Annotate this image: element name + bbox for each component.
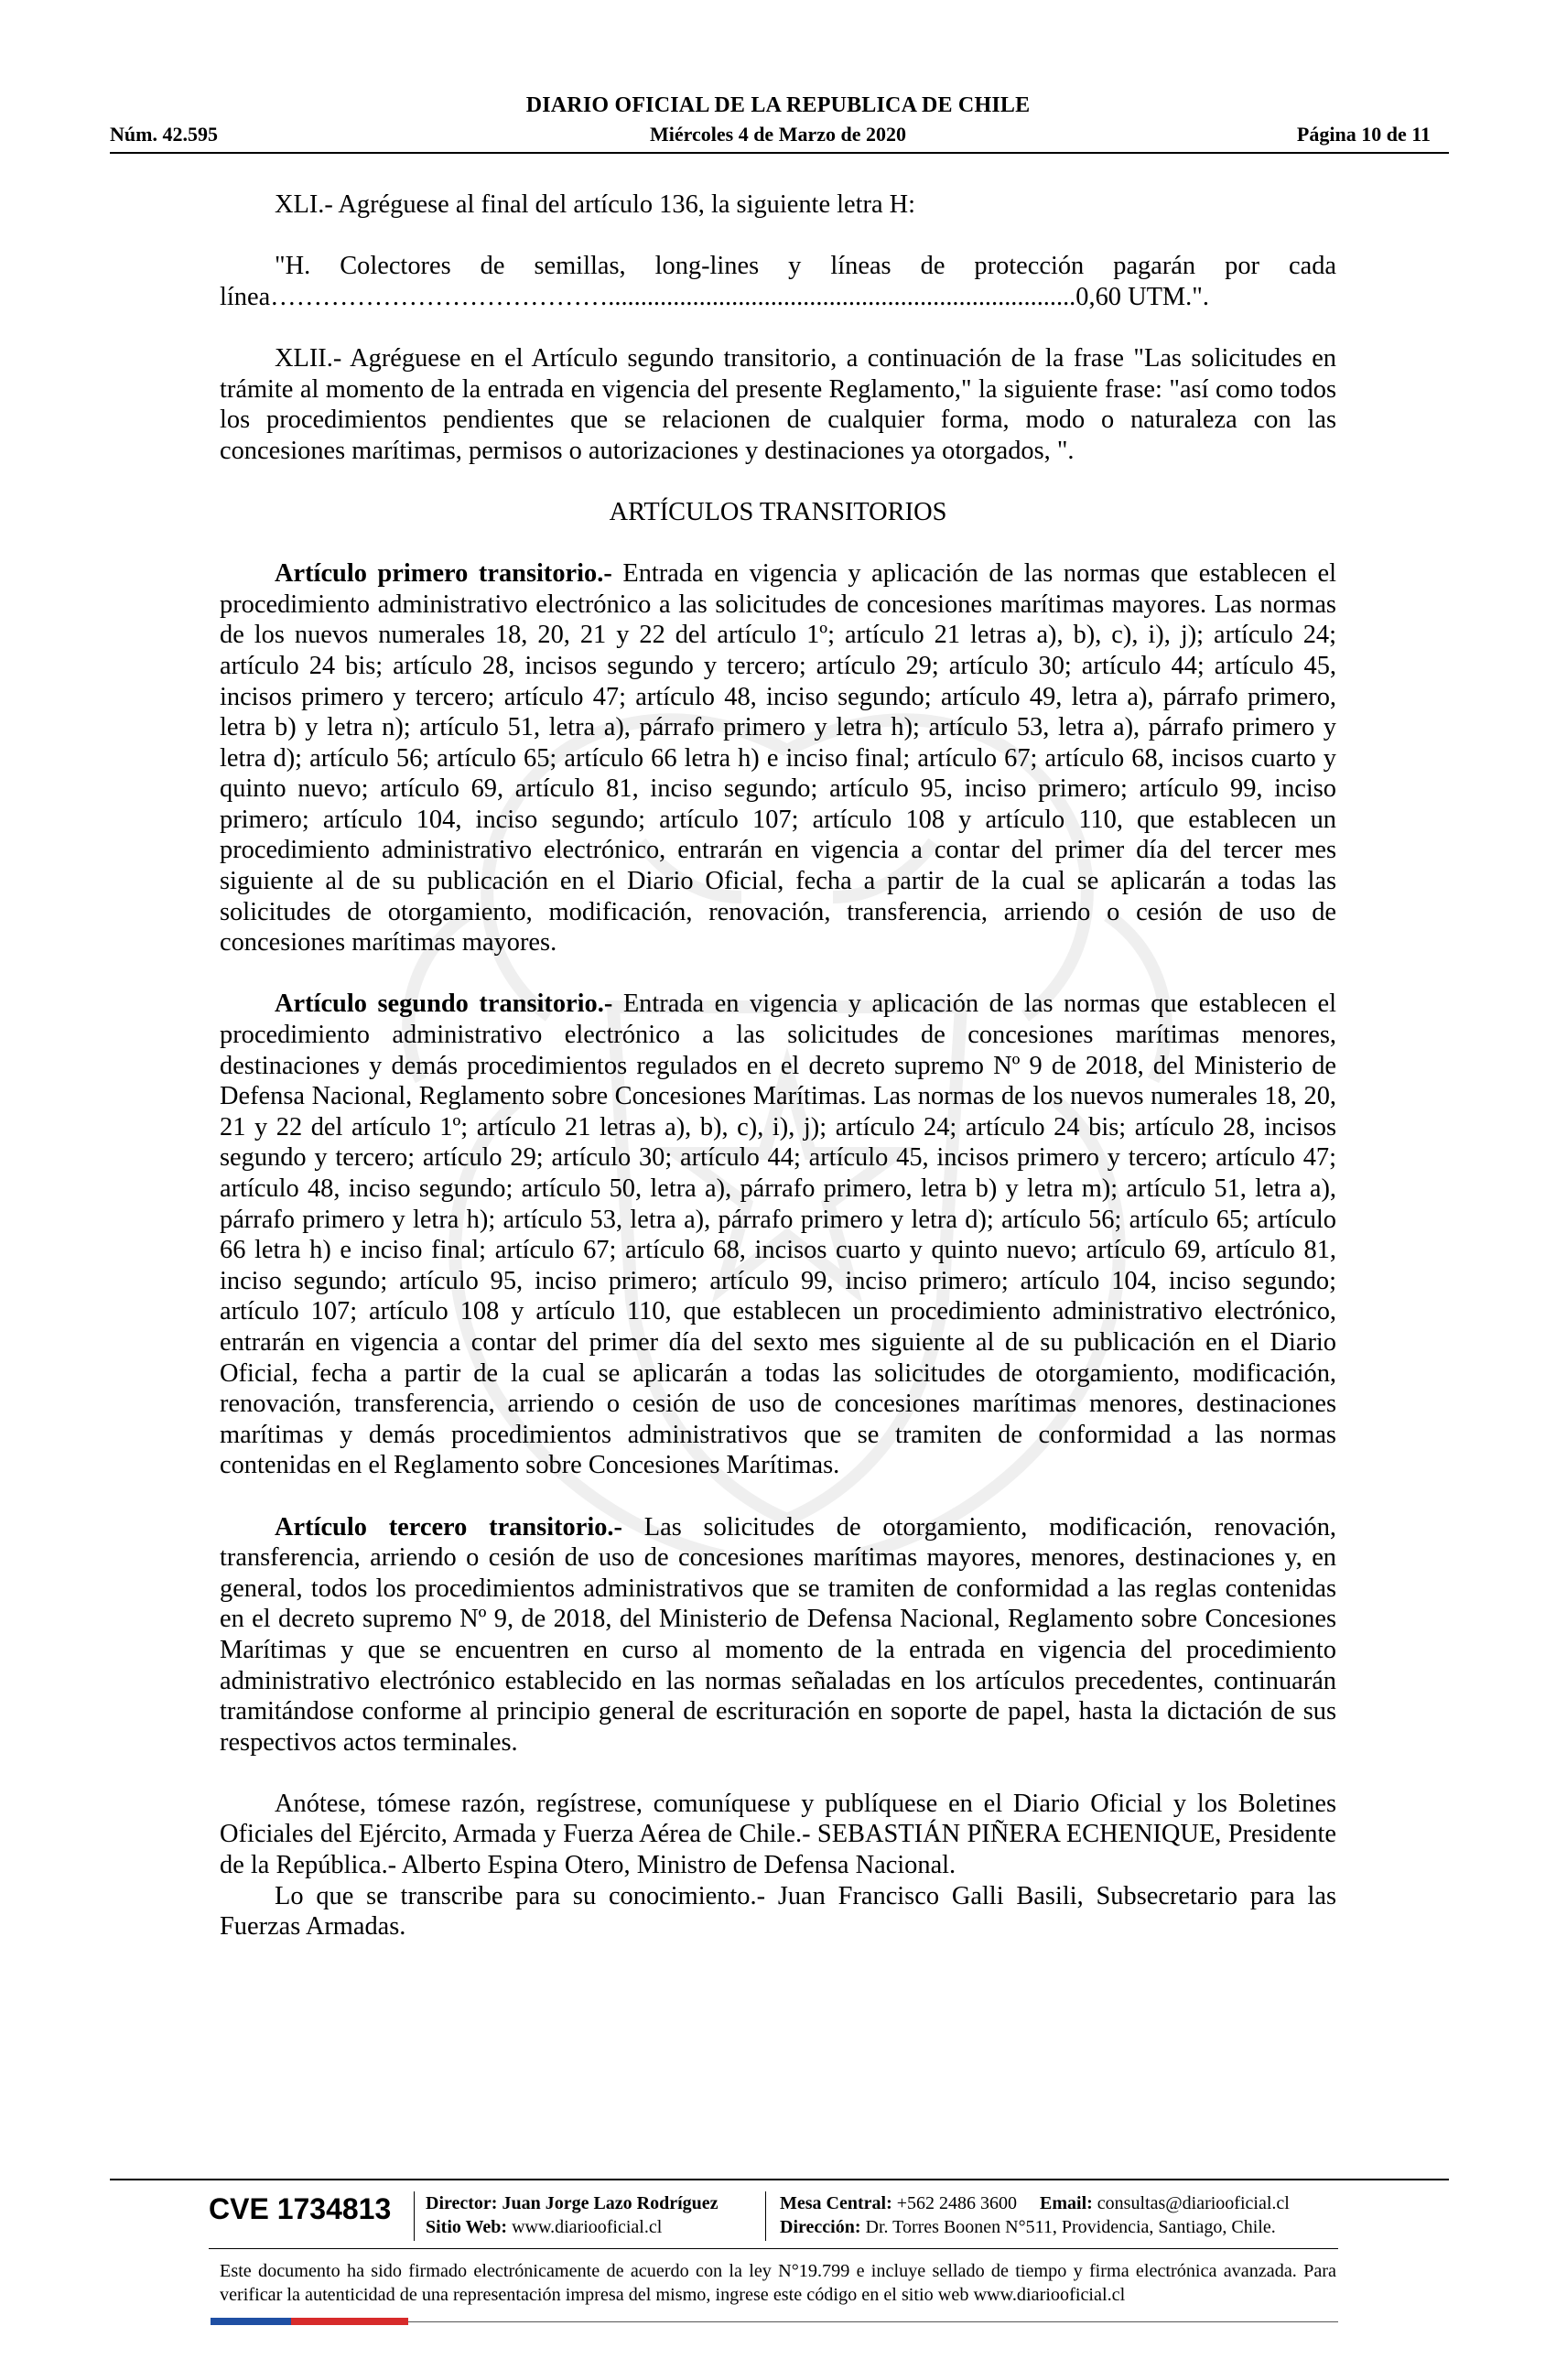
footer-divider-middle bbox=[209, 2248, 1338, 2249]
phone-label: Mesa Central: bbox=[780, 2193, 892, 2213]
email-label: Email: bbox=[1040, 2193, 1093, 2213]
article-first-text: Entrada en vigencia y aplicación de las normas que establecen el procedimiento administrativo electrónico a las solicitudes de concesiones marítimas mayores. Las normas de los nuevos numerales 18, 20, 21 y 22 del artículo 1º; artículo 21 letras a), b), c), i), j); artículo 24; artículo 24 bis; artículo 28, incisos segundo y tercero; artículo 29; artículo 30; artículo 44; artículo 45, incisos primero y tercero; artículo 47; artículo 48, inciso segundo; artículo 49, letra a), párrafo primero, letra b) y letra n); artículo 51, letra a), párrafo primero y letra h); artículo 53, letra a), párrafo primero y letra d); artículo 56; artículo 65; artículo 66 letra h) e inciso final; artículo 67; artículo 68, incisos cuarto y quinto nuevo; artículo 69, artículo 81, inciso segundo; artículo 95, inciso primero; artículo 99, inciso primero; artículo 104, inciso segundo; artículo 107; artículo 108 y artículo 110, que establecen un procedimiento administrativo electrónico, entrarán en vigencia a contar del primer día del tercer mes siguiente al de su publicación en el Diario Oficial, fecha a partir de la cual se aplicarán a todas las solicitudes de otorgamiento, modificación, renovación, transferencia, arriendo o cesión de uso de concesiones marítimas mayores. bbox=[220, 559, 1336, 957]
paragraph-xlii: XLII.- Agréguese en el Artículo segundo transitorio, a continuación de la frase "Las solicitudes en trámite al momento de la entrada en vigencia del presente Reglamento," la siguiente frase: "así como todos los procedimientos pendientes que se relacionen de cualquier forma, modo o naturaleza con las concesiones marítimas, permisos o autorizaciones y destinaciones ya otorgados, ". bbox=[220, 343, 1336, 465]
director-name: Juan Jorge Lazo Rodríguez bbox=[502, 2193, 719, 2213]
paragraph-letter-h: "H. Colectores de semillas, long-lines y líneas de protección pagarán por cada línea…………………………………........................................................................0,60 UTM.". bbox=[220, 252, 1336, 311]
article-second-transitory bbox=[220, 989, 1336, 1481]
phone-number: +562 2486 3600 bbox=[896, 2193, 1018, 2213]
page-indicator: Página 10 de 11 bbox=[1296, 123, 1431, 146]
address-label: Dirección: bbox=[780, 2217, 861, 2237]
paragraph-xli: XLI.- Agréguese al final del artículo 136, la siguiente letra H: bbox=[275, 190, 916, 219]
footer-divider-top bbox=[110, 2179, 1449, 2180]
article-first-transitory bbox=[220, 558, 1336, 958]
flag-blue-segment bbox=[211, 2318, 291, 2325]
footer-divider-bottom bbox=[408, 2321, 1338, 2322]
article-second-heading: Artículo segundo transitorio.- bbox=[275, 990, 613, 1019]
article-third-heading: Artículo tercero transitorio.- bbox=[275, 1512, 622, 1542]
footer-contact-info bbox=[780, 2191, 1290, 2239]
footer-separator bbox=[414, 2191, 415, 2241]
issue-number: Núm. 42.595 bbox=[110, 123, 218, 146]
director-label: Director: bbox=[426, 2193, 498, 2213]
address-text: Dr. Torres Boonen N°511, Providencia, Santiago, Chile. bbox=[865, 2217, 1276, 2237]
newspaper-title: DIARIO OFICIAL DE LA REPUBLICA DE CHILE bbox=[525, 93, 1031, 117]
cve-code: CVE 1734813 bbox=[209, 2192, 392, 2225]
transcription-note: Lo que se transcribe para su conocimiento.- Juan Francisco Galli Basili, Subsecretario para las Fuerzas Armadas. bbox=[220, 1881, 1336, 1942]
article-third-transitory bbox=[220, 1512, 1336, 1758]
flag-red-segment bbox=[291, 2318, 408, 2325]
article-second-text: Entrada en vigencia y aplicación de las normas que establecen el procedimiento administrativo electrónico a las solicitudes de concesiones marítimas menores, destinaciones y demás procedimientos regulados en el decreto supremo Nº 9 de 2018, del Ministerio de Defensa Nacional, Reglamento sobre Concesiones Marítimas. Las normas de los nuevos numerales 18, 20, 21 y 22 del artículo 1º; artículo 21 letras a), b), c), i), j); artículo 24; artículo 24 bis; artículo 28, incisos segundo y tercero; artículo 29; artículo 30; artículo 44; artículo 45, incisos primero y tercero; artículo 47; artículo 48, inciso segundo; artículo 50, letra a), párrafo primero, letra b) y letra m); artículo 51, letra a), párrafo primero y letra h); artículo 53, letra a), párrafo primero y letra d); artículo 56; artículo 65; artículo 66 letra h) e inciso final; artículo 67; artículo 68, incisos cuarto y quinto nuevo; artículo 69, artículo 81, inciso segundo; artículo 95, inciso primero; artículo 99, inciso primero; artículo 104, inciso segundo; artículo 107; artículo 108 y artículo 110, que establecen un procedimiento administrativo electrónico, entrarán en vigencia a contar del primer día del sexto mes siguiente al de su publicación en el Diario Oficial, fecha a partir de la cual se aplicarán a todas las solicitudes de otorgamiento, modificación, renovación, transferencia, arriendo o cesión de uso de concesiones marítimas menores, destinaciones marítimas y demás procedimientos administrativos que se tramiten de conformidad a las normas contenidas en el Reglamento sobre Concesiones Marítimas. bbox=[220, 990, 1337, 1480]
issue-date: Miércoles 4 de Marzo de 2020 bbox=[649, 123, 906, 146]
document-body bbox=[220, 189, 1336, 1942]
section-title: ARTÍCULOS TRANSITORIOS bbox=[609, 497, 947, 526]
footer-editorial-info bbox=[426, 2191, 719, 2239]
closing-paragraph: Anótese, tómese razón, regístrese, comuníquese y publíquese en el Diario Oficial y los Boletines Oficiales del Ejército, Armada y Fuerza Aérea de Chile.- SEBASTIÁN PIÑERA ECHENIQUE, Presidente de la República.- Alberto Espina Otero, Ministro de Defensa Nacional. bbox=[220, 1789, 1336, 1880]
header-divider bbox=[110, 152, 1449, 154]
chile-flag-stripe-icon bbox=[211, 2318, 408, 2325]
website-link[interactable]: www.diariooficial.cl bbox=[512, 2217, 663, 2237]
electronic-signature-note: Este documento ha sido firmado electrónicamente de acuerdo con la ley N°19.799 e incluye sellado de tiempo y firma electrónica avanzada. Para verificar la autenticidad de una representación impresa del mismo, ingrese este código en el sitio web www.diariooficial.cl bbox=[220, 2261, 1336, 2305]
footer-separator bbox=[765, 2191, 766, 2241]
website-label: Sitio Web: bbox=[426, 2217, 508, 2237]
email-link[interactable]: consultas@diariooficial.cl bbox=[1097, 2193, 1290, 2213]
article-first-heading: Artículo primero transitorio.- bbox=[275, 559, 612, 589]
article-third-text: Las solicitudes de otorgamiento, modificación, renovación, transferencia, arriendo o cesión de uso de concesiones marítimas mayores, menores, destinaciones y, en general, todos los procedimientos administrativos que se tramiten de conformidad a las reglas contenidas en el decreto supremo Nº 9, de 2018, del Ministerio de Defensa Nacional, Reglamento sobre Concesiones Marítimas y que se encuentren en curso al momento de la entrada en vigencia del procedimiento administrativo electrónico establecido en las normas señaladas en los artículos precedentes, continuarán tramitándose conforme al principio general de escrituración en soporte de papel, hasta la dictación de sus respectivos actos terminales. bbox=[220, 1512, 1336, 1757]
